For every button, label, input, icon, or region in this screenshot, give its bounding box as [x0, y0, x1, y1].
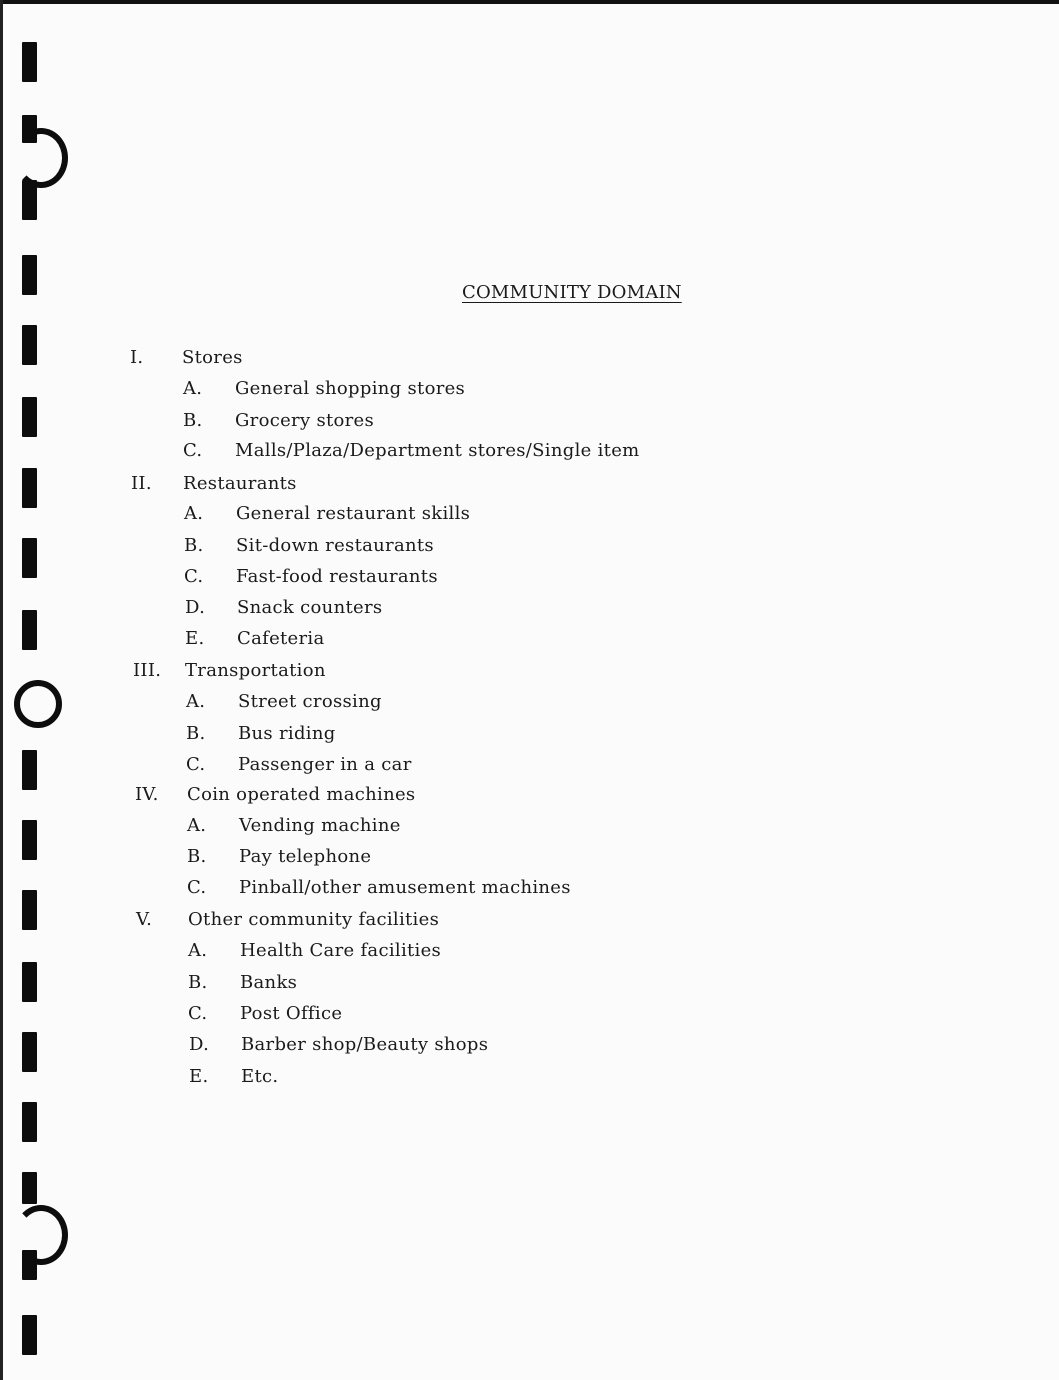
item-label: Pay telephone	[239, 846, 372, 867]
binder-slot	[22, 890, 37, 930]
section-numeral: II.	[131, 473, 152, 494]
item-letter: C.	[188, 1003, 208, 1024]
item-letter: A.	[186, 691, 206, 712]
item-label: General restaurant skills	[236, 503, 471, 524]
binder-slot	[22, 1032, 37, 1072]
binder-slot	[22, 397, 37, 437]
binder-slot	[22, 180, 37, 220]
binder-ring-hole	[14, 680, 62, 728]
item-letter: C.	[187, 877, 207, 898]
item-label: Cafeteria	[237, 628, 325, 649]
item-letter: C.	[186, 754, 206, 775]
binder-slot	[22, 538, 37, 578]
item-letter: A.	[184, 503, 204, 524]
item-label: Malls/Plaza/Department stores/Single item	[235, 440, 640, 461]
binder-ring-hole	[14, 128, 68, 188]
binder-slot	[22, 1250, 37, 1280]
section-label: Transportation	[185, 660, 326, 681]
item-label: Health Care facilities	[240, 940, 442, 961]
item-label: General shopping stores	[235, 378, 466, 399]
binder-slot	[22, 1172, 37, 1204]
binder-slot	[22, 42, 37, 82]
item-label: Grocery stores	[235, 410, 375, 431]
item-label: Etc.	[241, 1066, 279, 1087]
item-letter: E.	[185, 628, 205, 649]
page-title: COMMUNITY DOMAIN	[462, 282, 682, 303]
section-numeral: III.	[133, 660, 162, 681]
binder-slot	[22, 962, 37, 1002]
item-letter: B.	[186, 723, 206, 744]
item-label: Banks	[240, 972, 298, 993]
item-label: Vending machine	[239, 815, 401, 836]
binder-slot	[22, 255, 37, 295]
section-label: Other community facilities	[188, 909, 440, 930]
item-letter: A.	[188, 940, 208, 961]
binder-slot	[22, 325, 37, 365]
item-letter: B.	[187, 846, 207, 867]
section-numeral: I.	[130, 347, 144, 368]
section-numeral: IV.	[135, 784, 159, 805]
section-label: Stores	[182, 347, 243, 368]
item-letter: C.	[183, 440, 203, 461]
binder-slot	[22, 610, 37, 650]
item-letter: E.	[189, 1066, 209, 1087]
item-label: Pinball/other amusement machines	[239, 877, 571, 898]
top-edge-rule	[0, 0, 1059, 4]
binder-slot	[22, 1102, 37, 1142]
item-letter: B.	[183, 410, 203, 431]
binder-slot	[22, 750, 37, 790]
item-letter: A.	[183, 378, 203, 399]
item-letter: B.	[188, 972, 208, 993]
item-label: Sit-down restaurants	[236, 535, 434, 556]
item-label: Barber shop/Beauty shops	[241, 1034, 489, 1055]
item-label: Bus riding	[238, 723, 336, 744]
item-letter: C.	[184, 566, 204, 587]
section-label: Restaurants	[183, 473, 297, 494]
binder-slot	[22, 1315, 37, 1355]
item-label: Street crossing	[238, 691, 382, 712]
item-label: Fast-food restaurants	[236, 566, 438, 587]
section-numeral: V.	[136, 909, 153, 930]
binder-slot	[22, 820, 37, 860]
item-letter: B.	[184, 535, 204, 556]
item-label: Passenger in a car	[238, 754, 412, 775]
binder-slot	[22, 468, 37, 508]
item-letter: A.	[187, 815, 207, 836]
item-letter: D.	[189, 1034, 210, 1055]
binder-punch-strip	[0, 0, 80, 1380]
section-label: Coin operated machines	[187, 784, 416, 805]
item-label: Post Office	[240, 1003, 343, 1024]
item-label: Snack counters	[237, 597, 383, 618]
item-letter: D.	[185, 597, 206, 618]
